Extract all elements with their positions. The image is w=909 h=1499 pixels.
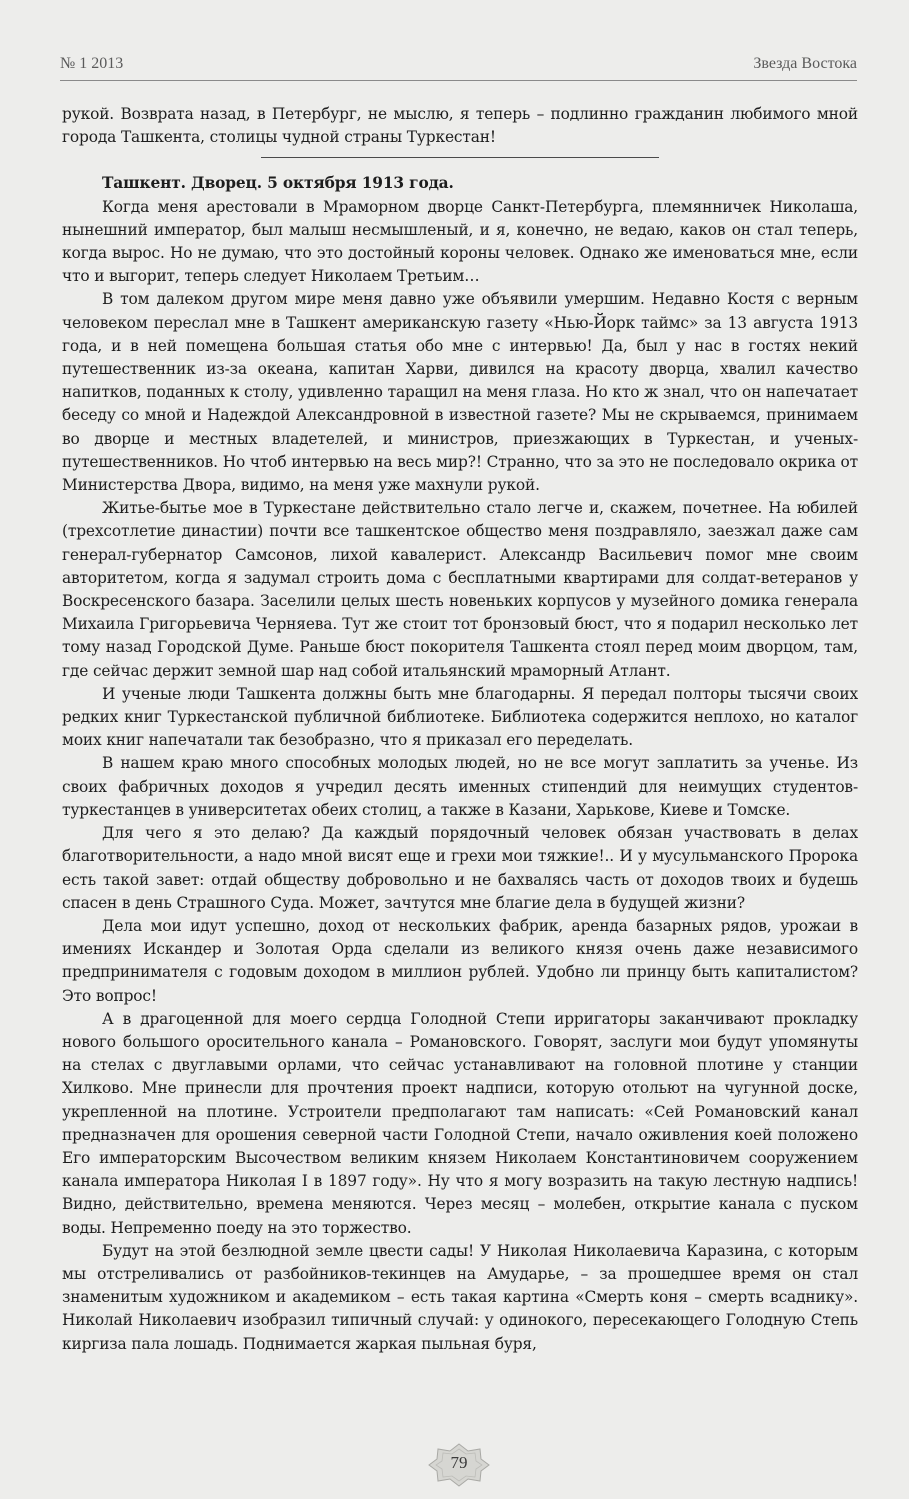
body-paragraph: Дела мои идут успешно, доход от нескольких фабрик, аренда базарных рядов, урожаи в имениях Искандер и Золотая Орда сделали из великого князя очень даже независимого предпринимателя с годовым доходом в миллион рублей. Удобно ли принцу быть капиталистом? Это вопрос! (62, 916, 858, 1005)
body-paragraph: Житье-бытье мое в Туркестане действительно стало легче и, скажем, почетнее. На юбилей (трехсотлетие династии) почти все ташкентское общество меня поздравляло, заезжал даже сам генерал-губернатор Самсонов, лихой кавалерист. Александр Васильевич помог мне своим авторитетом, когда я задумал строить дома с бесплатными квартирами для солдат-ветеранов у Воскресенского базара. Заселили целых шесть новеньких корпусов у музейного домика генерала Михаила Григорьевича Черняева. Тут же стоит тот бронзовый бюст, что я подарил несколько лет тому назад Городской Думе. Раньше бюст покорителя Ташкента стоял перед моим дворцом, там, где сейчас держит земной шар над собой итальянский мраморный Атлант. (62, 499, 858, 680)
body-paragraph: И ученые люди Ташкента должны быть мне благодарны. Я передал полторы тысячи своих редких книг Туркестанской публичной библиотеке. Библиотека содержится неплохо, но каталог моих книг напечатали так безобразно, что я приказал его переделать. (62, 684, 858, 750)
body-paragraph: Для чего я это делаю? Да каждый порядочный человек обязан участвовать в делах благотворительности, а надо мной висят еще и грехи мои тяжкие!.. И у мусульманского Пророка есть такой завет: отдай обществу добровольно и не бахвалясь часть от доходов твоих и будешь спасен в день Страшного Суда. Может, зачтутся мне благие дела в будущей жизни? (62, 824, 858, 912)
header-rule (60, 80, 857, 81)
page-number-badge (428, 1443, 490, 1487)
article-body (62, 103, 858, 1356)
body-paragraph: В том далеком другом мире меня давно уже объявили умершим. Недавно Костя с верным человеком переслал мне в Ташкент американскую газету «Нью-Йорк таймс» за 13 августа 1913 года, и в ней помещена большая статья обо мне с интервью! Да, был у нас в гостях некий путешественник из-за океана, капитан Харви, дивился на красоту дворца, хвалил качество напитков, поданных к столу, удивленно таращил на меня глаза. Но кто ж знал, что он напечатает беседу со мной и Надеждой Александровной в известной газете? Мы не скрываемся, принимаем во дворце и местных владетелей, и министров, приезжающих в Туркестан, и ученых-путешественников. Но чтоб интервью на весь мир?! Странно, что за это не последовало окрика от Министерства Двора, видимо, на меня уже махнули рукой. (62, 290, 858, 495)
body-paragraph: Будут на этой безлюдной земле цвести сады! У Николая Николаевича Каразина, с которым мы отстреливались от разбойников-текинцев на Амударье, – за прошедшее время он стал знаменитым художником и академиком – есть такая картина «Смерть коня – смерть всаднику». Николай Николаевич изобразил типичный случай: у одинокого, пересекающего Голодную Степь киргиза пала лошадь. Поднимается жаркая пыльная буря, (62, 1241, 858, 1353)
issue-label: № 1 2013 (60, 55, 124, 72)
running-header (60, 55, 857, 81)
page-number: 79 (450, 1453, 468, 1472)
body-paragraph: В нашем краю много способных молодых людей, но не все могут заплатить за ученье. Из своих фабричных доходов я учредил десять именных стипендий для неимущих студентов-туркестанцев в университетах обеих столиц, а также в Казани, Харькове, Киеве и Томске. (62, 754, 858, 819)
body-paragraph: А в драгоценной для моего сердца Голодной Степи ирригаторы заканчивают прокладку нового большого оросительного канала – Романовского. Говорят, заслуги мои будут упомянуты на стелах с двуглавыми орлами, что сейчас устанавливают на головной плотине у станции Хилково. Мне принесли для прочтения проект надписи, которую отольют на чугунной доске, укрепленной на плотине. Устроители предполагают там написать: «Сей Романовский канал предназначен для орошения северной части Голодной Степи, начало оживления коей положено Его императорским Высочеством великим князем Николаем Константиновичем сооружением канала императора Николая I в 1897 году». Ну что я могу возразить на такую лестную надпись! Видно, действительно, времена меняются. Через месяц – молебен, открытие канала с пуском воды. Непременно поеду на это торжество. (62, 1009, 858, 1237)
section-heading: Ташкент. Дворец. 5 октября 1913 года. (102, 174, 454, 193)
body-paragraph: Когда меня арестовали в Мраморном дворце Санкт-Петербурга, племянничек Николаша, нынешний император, был малыш несмышленый, и я, конечно, не ведаю, каков он стал теперь, когда вырос. Но не думаю, что это достойный короны человек. Однако же именоваться мне, если что и выгорит, теперь следует Николаем Третьим… (62, 197, 858, 286)
intro-paragraph: рукой. Возврата назад, в Петербург, не мыслю, я теперь – подлинно гражданин любимого мной города Ташкента, столицы чудной страны Туркестан! (62, 105, 858, 147)
section-separator (261, 157, 659, 158)
journal-title: Звезда Востока (753, 55, 857, 72)
